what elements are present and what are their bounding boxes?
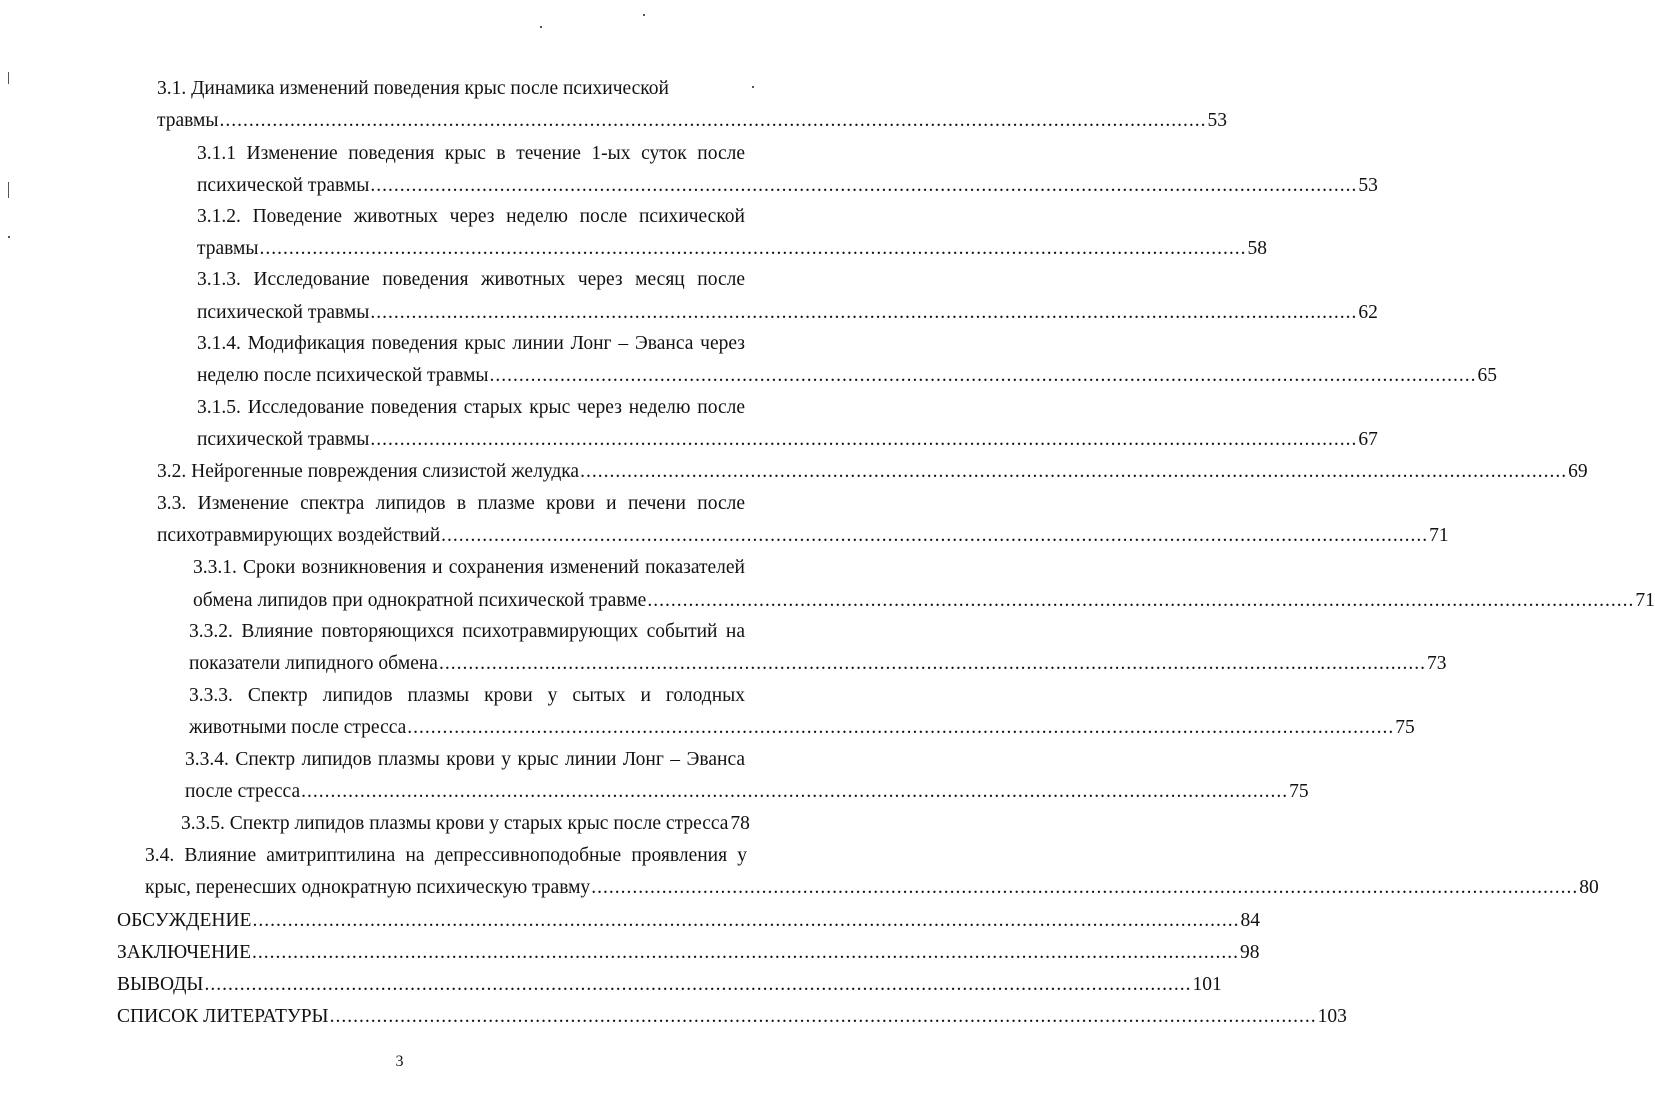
toc-entry-3-4-leader: крыс, перенесших однократную психическую травму ........................................................................................................................................................................ 80 <box>145 877 1599 898</box>
scan-speck <box>8 72 9 84</box>
toc-entry-conclusion: ЗАКЛЮЧЕНИЕ ........................................................................................................................................................................ 98 <box>117 942 1260 963</box>
scan-speck <box>8 236 10 238</box>
toc-entry-3-1-2-line1: 3.1.2. Поведение животных через неделю после психической <box>197 206 745 227</box>
scan-speck <box>643 14 645 16</box>
toc-page-number: 69 <box>1568 461 1588 482</box>
toc-entry-3-1-1-leader: психической травмы ........................................................................................................................................................................ 53 <box>197 175 1378 196</box>
toc-entry-3-1-1-line1: 3.1.1 Изменение поведения крыс в течение 1-ых суток после <box>197 143 745 164</box>
toc-entry-3-3-1-line1: 3.3.1. Сроки возникновения и сохранения изменений показателей <box>193 557 745 578</box>
toc-entry-3-3-4-line1: 3.3.4. Спектр липидов плазмы крови у крыс линии Лонг – Эванса <box>185 749 745 770</box>
toc-page-number: 53 <box>1207 110 1227 131</box>
toc-entry-3-1-3-line1: 3.1.3. Исследование поведения животных через месяц после <box>197 269 745 290</box>
toc-entry-3-3-1-leader: обмена липидов при однократной психической травме ........................................................................................................................................................................ 71 <box>193 590 1655 611</box>
toc-entry-3-1-leader: травмы ........................................................................................................................................................................ 53 <box>157 110 1227 131</box>
toc-entry-3-3-leader: психотравмирующих воздействий ........................................................................................................................................................................ 71 <box>157 525 1449 546</box>
toc-entry-3-2: 3.2. Нейрогенные повреждения слизистой желудка ........................................................................................................................................................................ 69 <box>157 461 1588 482</box>
toc-entry-3-1-4-line1: 3.1.4. Модификация поведения крыс линии Лонг – Эванса через <box>197 333 745 354</box>
toc-entry-3-3-line1: 3.3. Изменение спектра липидов в плазме крови и печени после <box>157 493 745 514</box>
toc-page-number: 75 <box>1289 781 1309 802</box>
toc-page-number: 71 <box>1635 590 1655 611</box>
toc-page-number: 73 <box>1426 653 1447 674</box>
page-number: 3 <box>395 1053 404 1070</box>
toc-page-number: 58 <box>1247 238 1267 259</box>
toc-entry-references: СПИСОК ЛИТЕРАТУРЫ ........................................................................................................................................................................ 103 <box>117 1006 1347 1027</box>
toc-page-number: 67 <box>1358 429 1378 450</box>
toc-page-number: 62 <box>1358 302 1378 323</box>
scan-speck <box>752 86 754 88</box>
toc-entry-3-3-2-line1: 3.3.2. Влияние повторяющихся психотравмирующих событий на <box>189 621 745 642</box>
toc-entry-3-3-3-leader: животными после стресса ........................................................................................................................................................................ 75 <box>189 717 1415 738</box>
toc-entry-3-1-2-leader: травмы ........................................................................................................................................................................ 58 <box>197 238 1267 259</box>
toc-entry-findings: ВЫВОДЫ ........................................................................................................................................................................ 101 <box>117 974 1222 995</box>
toc-entry-discussion: ОБСУЖДЕНИЕ ........................................................................................................................................................................ 84 <box>117 910 1260 931</box>
toc-page-number: 103 <box>1317 1006 1347 1027</box>
toc-page-number: 65 <box>1477 365 1498 386</box>
toc-page-number: 84 <box>1240 910 1260 931</box>
toc-entry-3-4-line1: 3.4. Влияние амитриптилина на депрессивноподобные проявления у <box>145 845 747 866</box>
toc-entry-3-3-4-leader: после стресса ........................................................................................................................................................................ 75 <box>185 781 1309 802</box>
toc-page-number: 71 <box>1429 525 1449 546</box>
toc-entry-3-1-5-leader: психической травмы ........................................................................................................................................................................ 67 <box>197 429 1378 450</box>
toc-entry-3-1-line1: 3.1. Динамика изменений поведения крыс после психической <box>157 78 669 99</box>
toc-entry-3-3-5: 3.3.5. Спектр липидов плазмы крови у старых крыс после стресса 78 <box>181 813 750 834</box>
toc-entry-3-1-4-leader: неделю после психической травмы ........................................................................................................................................................................ 65 <box>197 365 1498 386</box>
toc-page-number: 53 <box>1358 175 1378 196</box>
toc-entry-3-3-2-leader: показатели липидного обмена ........................................................................................................................................................................ 73 <box>189 653 1447 674</box>
scan-speck <box>540 26 542 28</box>
toc-entry-3-1-5-line1: 3.1.5. Исследование поведения старых крыс через неделю после <box>197 397 745 418</box>
toc-page-number: 98 <box>1240 942 1260 963</box>
toc-entry-3-1-3-leader: психической травмы ........................................................................................................................................................................ 62 <box>197 302 1378 323</box>
toc-page-number: 80 <box>1579 877 1599 898</box>
toc-entry-3-3-3-line1: 3.3.3. Спектр липидов плазмы крови у сытых и голодных <box>189 685 745 706</box>
toc-page-number: 101 <box>1192 974 1222 995</box>
scan-speck <box>8 182 9 198</box>
toc-page-number: 78 <box>730 813 750 834</box>
toc-page-number: 75 <box>1395 717 1415 738</box>
